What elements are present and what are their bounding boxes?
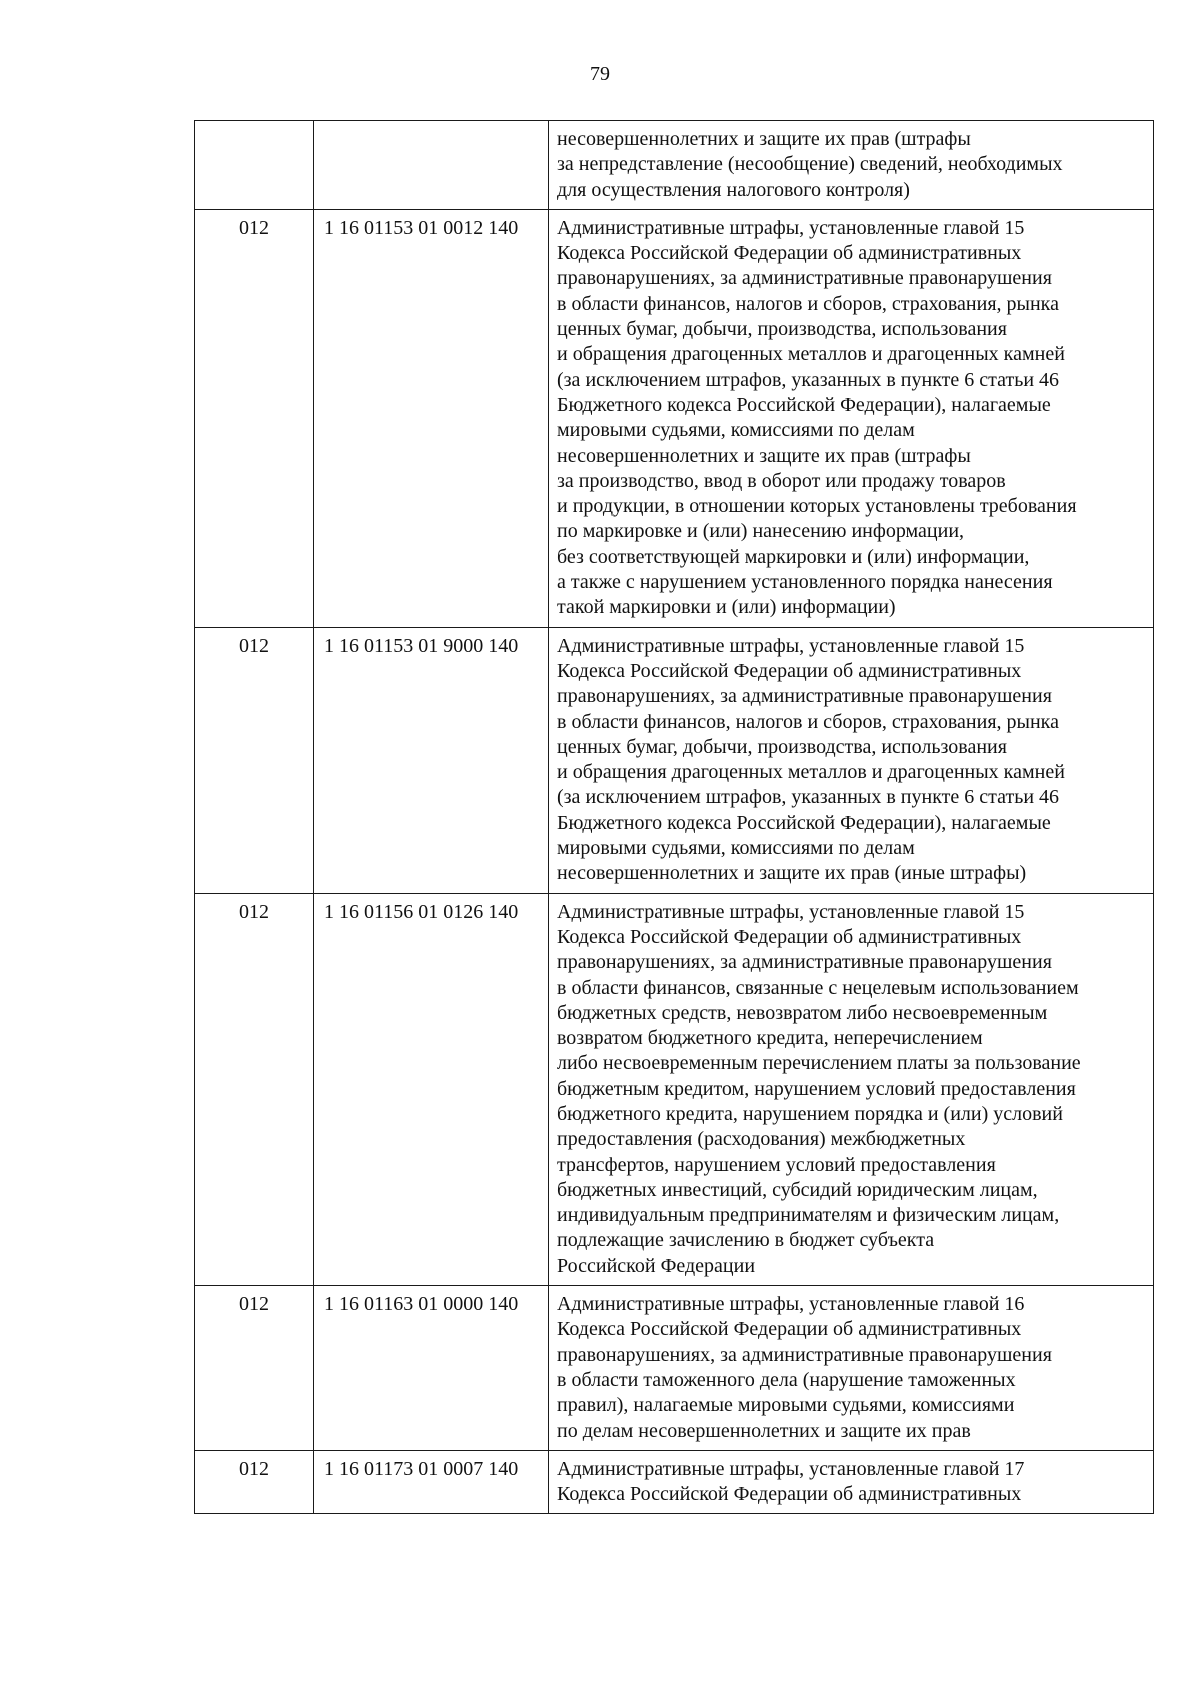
revenue-description-cell <box>549 209 1154 627</box>
description-line: в области таможенного дела (нарушение таможенных <box>557 1368 1016 1391</box>
admin-code-cell: 012 <box>195 627 314 893</box>
description-line: бюджетным кредитом, нарушением условий предоставления <box>557 1077 1076 1100</box>
description-line: несовершеннолетних и защите их прав (штрафы <box>557 444 971 467</box>
page-number: 79 <box>590 63 610 85</box>
admin-code-cell: 012 <box>195 209 314 627</box>
description-line: а также с нарушением установленного порядка нанесения <box>557 571 1053 594</box>
description-line: и обращения драгоценных металлов и драгоценных камней <box>557 761 1065 784</box>
table-row <box>195 627 1154 893</box>
description-line: правил), налагаемые мировыми судьями, комиссиями <box>557 1394 1015 1417</box>
description-line: мировыми судьями, комиссиями по делам <box>557 837 915 860</box>
description-line: Российской Федерации <box>557 1254 756 1277</box>
admin-code-cell <box>195 121 314 210</box>
description-line: мировыми судьями, комиссиями по делам <box>557 419 915 442</box>
description-line: правонарушениях, за административные правонарушения <box>557 951 1052 974</box>
description-line: по делам несовершеннолетних и защите их прав <box>557 1419 971 1442</box>
table-row <box>195 1286 1154 1451</box>
description-line: Кодекса Российской Федерации об административных <box>557 1483 1022 1506</box>
description-line: ценных бумаг, добычи, производства, использования <box>557 735 1007 758</box>
budget-code-cell: 1 16 01163 01 0000 140 <box>314 1286 549 1451</box>
admin-code-cell: 012 <box>195 1450 314 1514</box>
description-line: индивидуальным предпринимателям и физическим лицам, <box>557 1204 1060 1227</box>
description-line: (за исключением штрафов, указанных в пункте 6 статьи 46 <box>557 368 1060 391</box>
description-line: для осуществления налогового контроля) <box>557 178 910 201</box>
admin-code-cell: 012 <box>195 893 314 1285</box>
budget-code-cell: 1 16 01153 01 0012 140 <box>314 209 549 627</box>
description-line: в области финансов, налогов и сборов, страхования, рынка <box>557 292 1059 315</box>
description-line: бюджетного кредита, нарушением порядка и (или) условий <box>557 1102 1063 1125</box>
description-line: несовершеннолетних и защите их прав (штрафы <box>557 128 971 150</box>
description-line: Кодекса Российской Федерации об административных <box>557 659 1022 682</box>
revenue-description-cell <box>549 627 1154 893</box>
description-line: Кодекса Российской Федерации об административных <box>557 925 1022 948</box>
description-line: Бюджетного кодекса Российской Федерации), налагаемые <box>557 393 1051 416</box>
table-row <box>195 209 1154 627</box>
table-row <box>195 1450 1154 1514</box>
budget-code-cell: 1 16 01156 01 0126 140 <box>314 893 549 1285</box>
description-line: Административные штрафы, установленные главой 15 <box>557 634 1025 657</box>
description-line: без соответствующей маркировки и (или) информации, <box>557 545 1030 568</box>
description-line: правонарушениях, за административные правонарушения <box>557 1343 1052 1366</box>
budget-code-cell <box>314 121 549 210</box>
description-line: (за исключением штрафов, указанных в пункте 6 статьи 46 <box>557 786 1060 809</box>
budget-code-cell: 1 16 01153 01 9000 140 <box>314 627 549 893</box>
table-row <box>195 893 1154 1285</box>
description-line: в области финансов, налогов и сборов, страхования, рынка <box>557 710 1059 733</box>
description-line: и продукции, в отношении которых установлены требования <box>557 495 1077 518</box>
description-line: и обращения драгоценных металлов и драгоценных камней <box>557 343 1065 366</box>
revenue-description-cell <box>549 1450 1154 1514</box>
description-line: подлежащие зачислению в бюджет субъекта <box>557 1229 935 1252</box>
description-line: правонарушениях, за административные правонарушения <box>557 267 1052 290</box>
revenue-description-cell <box>549 893 1154 1285</box>
revenue-description-cell <box>549 121 1154 210</box>
description-line: ценных бумаг, добычи, производства, использования <box>557 318 1007 341</box>
description-line: Административные штрафы, установленные главой 15 <box>557 900 1025 923</box>
description-line: в области финансов, связанные с нецелевым использованием <box>557 976 1079 999</box>
description-line: по маркировке и (или) нанесению информации, <box>557 520 965 543</box>
description-line: Административные штрафы, установленные главой 16 <box>557 1293 1025 1316</box>
description-line: Административные штрафы, установленные главой 17 <box>557 1457 1025 1480</box>
description-line: несовершеннолетних и защите их прав (иные штрафы) <box>557 862 1027 885</box>
description-line: за производство, ввод в оборот или продажу товаров <box>557 469 1006 492</box>
budget-code-cell: 1 16 01173 01 0007 140 <box>314 1450 549 1514</box>
description-line: бюджетных инвестиций, субсидий юридическим лицам, <box>557 1178 1038 1201</box>
table-row <box>195 121 1154 210</box>
description-line: Бюджетного кодекса Российской Федерации), налагаемые <box>557 811 1051 834</box>
description-line: за непредставление (несообщение) сведений, необходимых <box>557 153 1063 176</box>
description-line: либо несвоевременным перечислением платы за пользование <box>557 1052 1081 1075</box>
description-line: бюджетных средств, невозвратом либо несвоевременным <box>557 1001 1048 1024</box>
budget-classification-table <box>194 120 1154 1514</box>
description-line: такой маркировки и (или) информации) <box>557 596 896 619</box>
description-line: правонарушениях, за административные правонарушения <box>557 685 1052 708</box>
description-line: Кодекса Российской Федерации об административных <box>557 242 1022 265</box>
description-line: трансфертов, нарушением условий предоставления <box>557 1153 996 1176</box>
admin-code-cell: 012 <box>195 1286 314 1451</box>
description-line: возвратом бюджетного кредита, неперечислением <box>557 1027 983 1050</box>
table-body <box>195 121 1154 1514</box>
description-line: Кодекса Российской Федерации об административных <box>557 1318 1022 1341</box>
description-line: предоставления (расходования) межбюджетных <box>557 1128 966 1151</box>
revenue-description-cell <box>549 1286 1154 1451</box>
description-line: Административные штрафы, установленные главой 15 <box>557 216 1025 239</box>
